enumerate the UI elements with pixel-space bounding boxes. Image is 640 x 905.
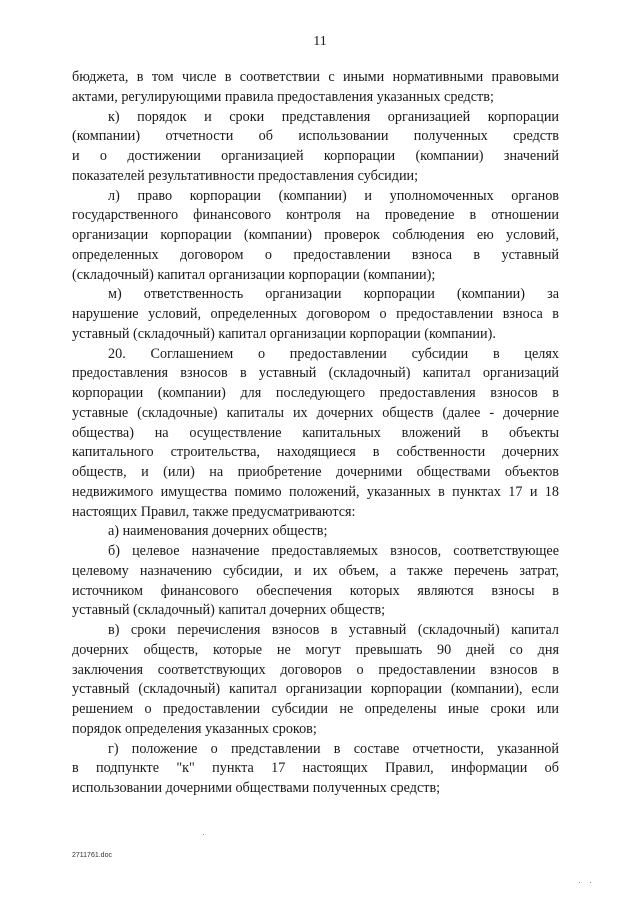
text-line: показателей результативности предоставления субсидии; — [72, 167, 419, 184]
text-line: целевому назначению субсидии, и их объем, а также перечень затрат, — [72, 562, 559, 579]
text-line: в) сроки перечисления взносов в уставный (складочный) капитал — [108, 622, 559, 638]
text-line: к) порядок и сроки представления организацией корпорации — [108, 108, 559, 125]
text-line: капитального строительства, находящиеся в собственности дочерних — [72, 444, 559, 461]
text-line: актами, регулирующими правила предоставления указанных средств; — [72, 88, 494, 105]
text-line: в подпункте "к" пункта 17 настоящих Правил, информации об — [72, 760, 559, 777]
text-line: заключения соответствующих договоров о предоставлении взносов в — [72, 661, 559, 678]
document-body — [72, 68, 559, 799]
text-line: уставный (складочный) капитал организации корпорации (компании). — [72, 325, 496, 342]
text-line: и о достижении организацией корпорации (компании) значений — [72, 148, 559, 164]
scan-speck — [579, 882, 580, 883]
text-line: недвижимого имущества помимо положений, указанных в пунктах 17 и 18 — [72, 483, 559, 500]
text-line: л) право корпорации (компании) и уполномоченных органов — [108, 187, 559, 204]
scan-speck — [203, 834, 204, 835]
text-line: корпорации (компании) для последующего предоставления взносов в — [72, 385, 559, 401]
text-line: определенных договором о предоставлении взноса в уставный — [72, 246, 559, 263]
text-line: обществ, и (или) на приобретение дочерними обществами объектов — [72, 464, 559, 480]
text-line: (компании) отчетности об использовании полученных средств — [72, 128, 559, 145]
text-line: общества) на осуществление капитальных вложений в объекты — [72, 424, 559, 441]
text-line: организации корпорации (компании) проверок соблюдения ею условий, — [72, 227, 559, 243]
text-line: г) положение о представлении в составе отчетности, указанной — [108, 740, 559, 757]
text-line: порядок определения указанных сроков; — [72, 720, 317, 737]
text-line: источником финансового обеспечения которых являются взносы в — [72, 582, 559, 599]
text-line: предоставления взносов в уставный (складочный) капитал организаций — [72, 365, 559, 382]
text-line: уставный (складочный) капитал дочерних обществ; — [72, 602, 386, 619]
scan-speck — [590, 882, 591, 883]
text-line: (складочный) капитал организации корпорации (компании); — [72, 266, 436, 283]
text-line: б) целевое назначение предоставляемых взносов, соответствующее — [108, 543, 559, 559]
text-line: государственного финансового контроля на проведение в отношении — [72, 207, 559, 224]
text-line: 20. Соглашением о предоставлении субсидии в целях — [108, 345, 559, 362]
text-line: бюджета, в том числе в соответствии с иными нормативными правовыми — [72, 69, 559, 85]
text-line: а) наименования дочерних обществ; — [108, 523, 328, 540]
text-line: уставный (складочный) капитал организации корпорации (компании), если — [72, 681, 559, 698]
text-line: настоящих Правил, также предусматриваются: — [72, 503, 356, 520]
text-line: нарушение условий, определенных договором о предоставлении взноса в — [72, 306, 559, 322]
text-line: дочерних обществ, которые не могут превышать 90 дней со дня — [72, 641, 559, 658]
page-number: 11 — [313, 34, 327, 49]
text-line: использовании дочерними обществами полученных средств; — [72, 780, 441, 796]
text-line: м) ответственность организации корпорации (компании) за — [108, 286, 559, 303]
text-line: решением о предоставлении субсидии не определены иные сроки или — [72, 701, 559, 717]
text-line: уставные (складочные) капиталы их дочерних обществ (далее - дочерние — [72, 404, 559, 421]
document-file-code: 2711761.doc — [72, 852, 112, 859]
